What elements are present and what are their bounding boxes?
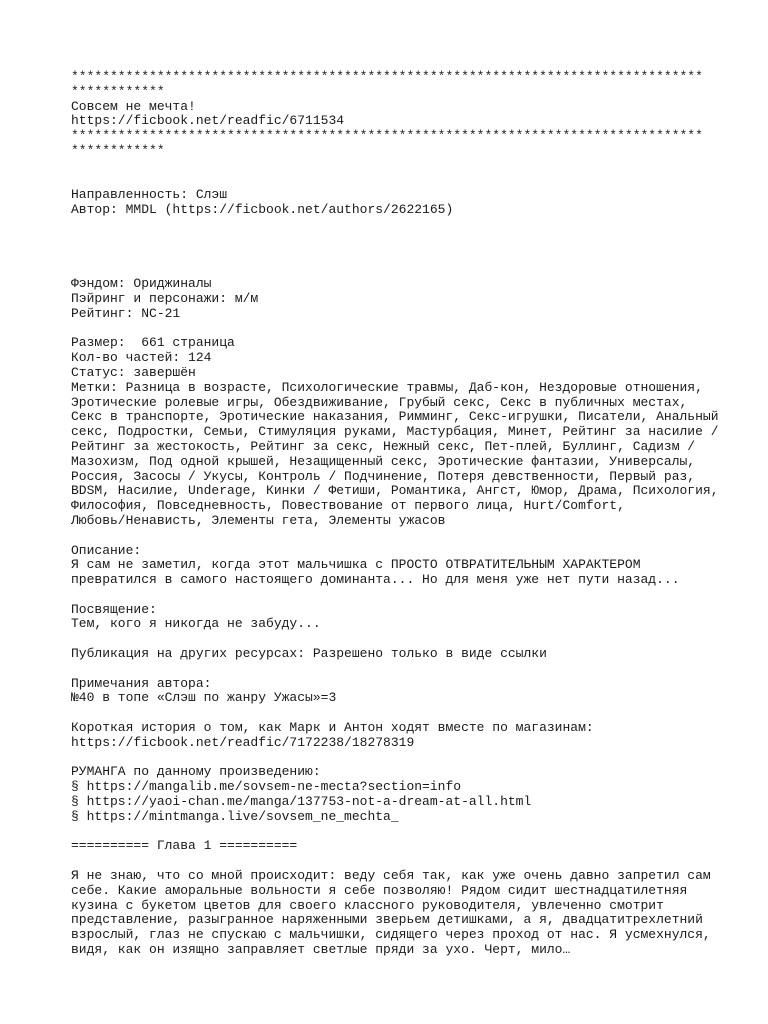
chapter-text-line: взрослый, глаз не спускаю с мальчишки, сидящего через проход от нас. Я усмехнулся,	[71, 927, 711, 943]
chapter-heading: ========== Глава 1 ==========	[71, 838, 298, 854]
tags-line: Метки: Разница в возрасте, Психологические травмы, Даб-кон, Нездоровые отношения,	[71, 379, 703, 395]
chapter-text-line: себе. Какие аморальные вольности я себе позволяю! Рядом сидит шестнадцатилетняя	[71, 882, 688, 898]
manga-link[interactable]: § https://mintmanga.live/sovsem_ne_mechta_	[71, 808, 399, 824]
description-line: превратился в самого настоящего доминанта... Но для меня уже нет пути назад...	[71, 572, 680, 588]
author-notes-line: Короткая история о том, как Марк и Антон ходят вместе по магазинам:	[71, 720, 594, 736]
tags-line: Философия, Повседневность, Повествование от первого лица, Hurt/Comfort,	[71, 498, 625, 514]
parts-count: Кол-во частей: 124	[71, 350, 212, 366]
document-page	[71, 69, 719, 958]
pairing: Пэйринг и персонажи: м/м	[71, 290, 259, 306]
chapter-text-line: Я не знаю, что со мной происходит: веду себя так, как уже очень давно запретил сам	[71, 868, 711, 884]
author-notes-line: №40 в топе «Слэш по жанру Ужасы»=3	[71, 690, 337, 706]
direction: Направленность: Слэш	[71, 187, 228, 203]
tags-line: Мазохизм, Под одной крышей, Незащищенный секс, Эротические фантазии, Универсалы,	[71, 453, 696, 469]
description-line: Я сам не заметил, когда этот мальчишка с ПРОСТО ОТВРАТИТЕЛЬНЫМ ХАРАКТЕРОМ	[71, 557, 641, 573]
chapter-text-line: представление, разыгранное наряженными зверьем детишками, а я, двадцатитрехлетний	[71, 912, 703, 928]
tags-line: секс, Подростки, Семьи, Стимуляция руками, Мастурбация, Минет, Рейтинг за насилие /	[71, 424, 719, 440]
dedication-text: Тем, кого я никогда не забуду...	[71, 616, 321, 632]
status: Статус: завершён	[71, 364, 196, 380]
tags-line: BDSM, Насилие, Underage, Кинки / Фетиши, Романтика, Ангст, Юмор, Драма, Психология,	[71, 483, 719, 499]
description-label: Описание:	[71, 542, 142, 558]
fic-url[interactable]: https://ficbook.net/readfic/6711534	[71, 113, 345, 129]
publication-note: Публикация на других ресурсах: Разрешено только в виде ссылки	[71, 646, 547, 662]
separator-stars: ************	[71, 83, 165, 99]
fandom: Фэндом: Ориджиналы	[71, 276, 212, 292]
author: Автор: MMDL (https://ficbook.net/authors/2622165)	[71, 202, 454, 218]
tags-line: Эротические ролевые игры, Обездвиживание, Грубый секс, Секс в публичных местах,	[71, 394, 688, 410]
chapter-text-line: видя, как он изящно заправляет светлые пряди за ухо. Черт, мило…	[71, 942, 571, 958]
manga-label: РУМАНГА по данному произведению:	[71, 764, 321, 780]
separator-stars: *********************************************************************************	[71, 128, 703, 144]
rating: Рейтинг: NC-21	[71, 305, 181, 321]
manga-link[interactable]: § https://mangalib.me/sovsem-ne-mecta?section=info	[71, 779, 462, 795]
author-notes-label: Примечания автора:	[71, 675, 212, 691]
tags-line: Россия, Засосы / Укусы, Контроль / Подчинение, Потеря девственности, Первый раз,	[71, 468, 696, 484]
size: Размер: 661 страница	[71, 335, 235, 351]
author-notes-link[interactable]: https://ficbook.net/readfic/7172238/18278319	[71, 734, 415, 750]
dedication-label: Посвящение:	[71, 601, 157, 617]
tags-line: Рейтинг за жестокость, Рейтинг за секс, Нежный секс, Пет-плей, Буллинг, Садизм /	[71, 438, 696, 454]
tags-line: Секс в транспорте, Эротические наказания, Римминг, Секс-игрушки, Писатели, Анальный	[71, 409, 719, 425]
separator-stars: *********************************************************************************	[71, 69, 703, 84]
chapter-text-line: кузина с букетом цветов для своего классного руководителя, увлеченно смотрит	[71, 897, 664, 913]
manga-link[interactable]: § https://yaoi-chan.me/manga/137753-not-a-dream-at-all.html	[71, 794, 532, 810]
tags-line: Любовь/Ненависть, Элементы гета, Элементы ужасов	[71, 512, 446, 528]
separator-stars: ************	[71, 142, 165, 158]
fic-title: Совсем не мечта!	[71, 98, 196, 114]
